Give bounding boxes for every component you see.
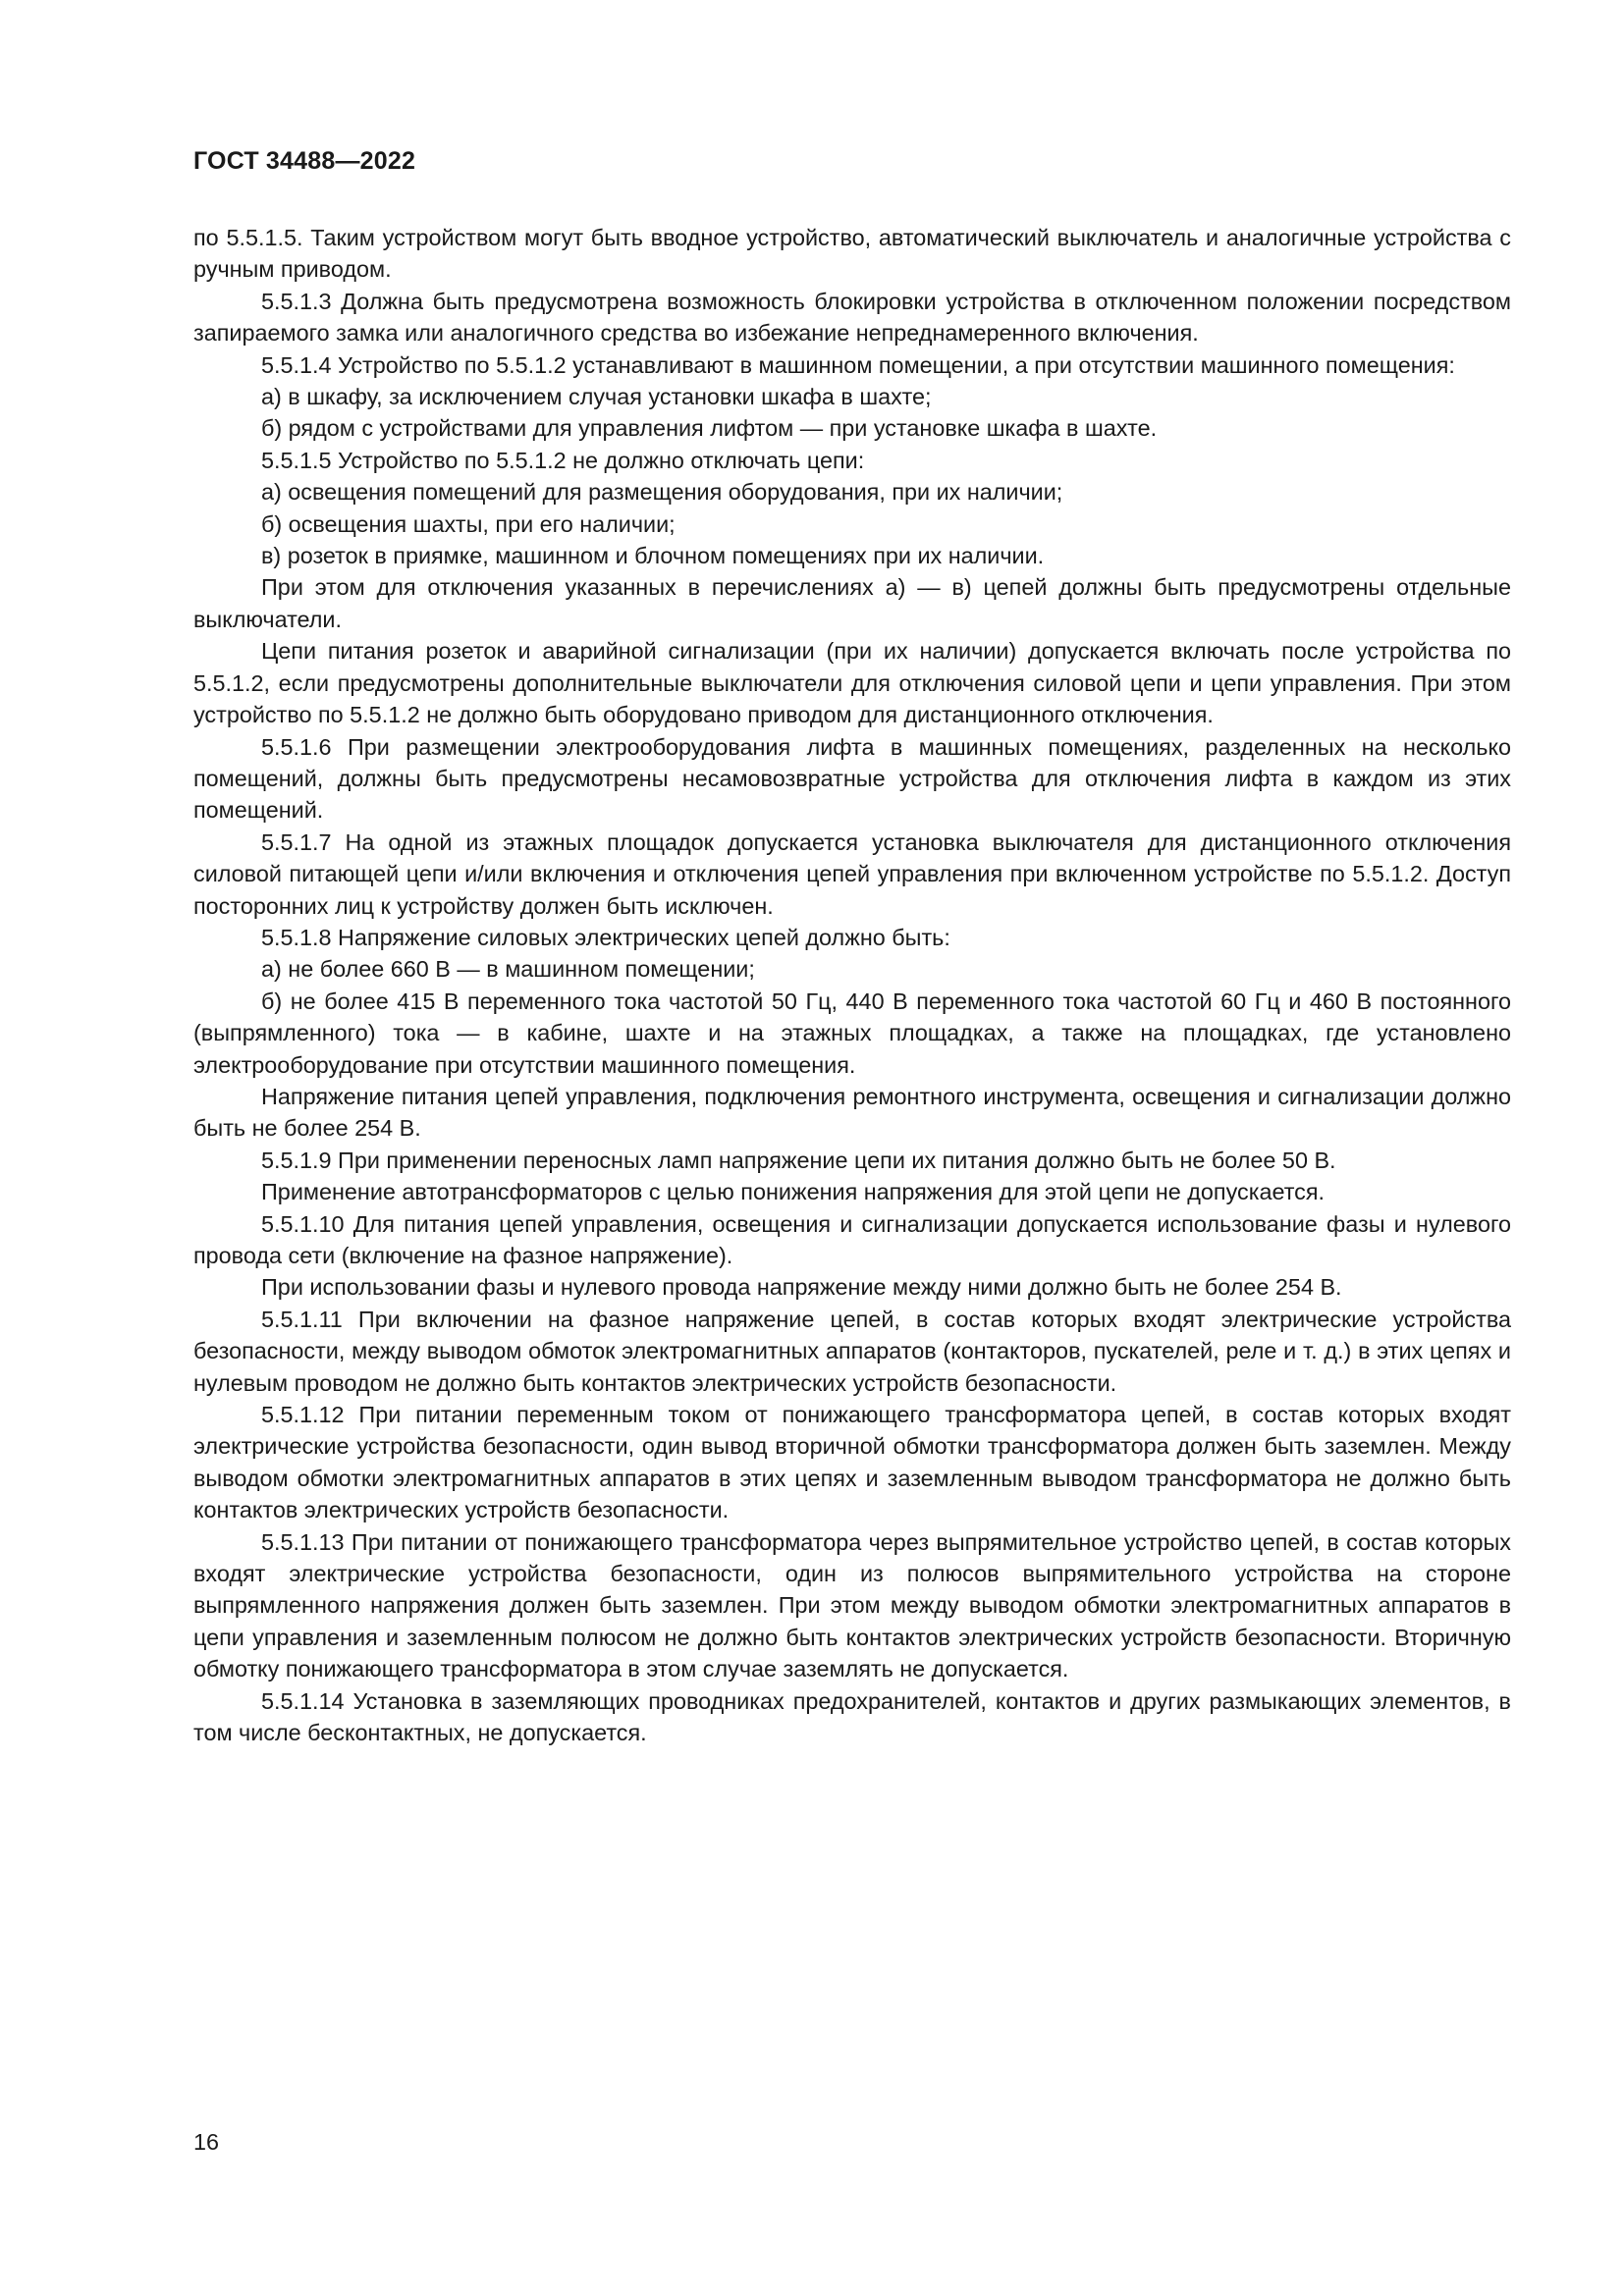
paragraph: 5.5.1.9 При применении переносных ламп напряжение цепи их питания должно быть не более 50 В. — [261, 1147, 1336, 1173]
paragraph: Применение автотрансформаторов с целью понижения напряжения для этой цепи не допускается. — [261, 1179, 1326, 1205]
paragraph: 5.5.1.5 Устройство по 5.5.1.2 не должно отключать цепи: — [261, 447, 865, 473]
paragraph: а) в шкафу, за исключением случая установки шкафа в шахте; — [261, 384, 932, 410]
document-header: ГОСТ 34488—2022 — [193, 147, 416, 175]
paragraph: 5.5.1.11 При включении на фазное напряжение цепей, в состав которых входят электрические устройства безопасности, между выводом обмоток электромагнитных аппаратов (контакторов, пускателей, реле и т. д.) в этих цепях и нулевым проводом не должно быть контактов электрических устройств безопасности. — [193, 1306, 1511, 1396]
paragraph: 5.5.1.13 При питании от понижающего трансформатора через выпрямительное устройство цепей, в состав которых входят электрические устройства безопасности, один из полюсов выпрямительного устройства на стороне выпрямленного напряжения должен быть заземлен. При этом между выводом обмотки электромагнитных аппаратов в цепи управления и заземленным полюсом не должно быть контактов электрических устройств безопасности. Вторичную обмотку понижающего трансформатора в этом случае заземлять не допускается. — [193, 1528, 1511, 1682]
paragraph: 5.5.1.6 При размещении электрооборудования лифта в машинных помещениях, разделенных на несколько помещений, должны быть предусмотрены несамовозвратные устройства для отключения лифта в каждом из этих помещений. — [193, 733, 1511, 824]
paragraph: Напряжение питания цепей управления, подключения ремонтного инструмента, освещения и сигнализации должно быть не более 254 В. — [193, 1083, 1511, 1142]
paragraph: 5.5.1.7 На одной из этажных площадок допускается установка выключателя для дистанционного отключения силовой питающей цепи и/или включения и отключения цепей управления при включенном устройстве по 5.5.1.2. Доступ посторонних лиц к устройству должен быть исключен. — [193, 828, 1511, 919]
paragraph: б) освещения шахты, при его наличии; — [261, 510, 676, 537]
paragraph: Цепи питания розеток и аварийной сигнализации (при их наличии) допускается включать после устройства по 5.5.1.2, если предусмотрены дополнительные выключатели для отключения силовой цепи и цепи управления. При этом устройство по 5.5.1.2 не должно быть оборудовано приводом для дистанционного отключения. — [193, 638, 1511, 728]
paragraph: а) освещения помещений для размещения оборудования, при их наличии; — [261, 479, 1063, 506]
paragraph: 5.5.1.8 Напряжение силовых электрических цепей должно быть: — [261, 924, 950, 950]
paragraph: б) рядом с устройствами для управления лифтом — при установке шкафа в шахте. — [261, 415, 1158, 442]
document-body — [193, 222, 1511, 1749]
paragraph: 5.5.1.10 Для питания цепей управления, освещения и сигнализации допускается использование фазы и нулевого провода сети (включение на фазное напряжение). — [193, 1210, 1511, 1268]
paragraph: 5.5.1.3 Должна быть предусмотрена возможность блокировки устройства в отключенном положении посредством запираемого замка или аналогичного средства во избежание непреднамеренного включения. — [193, 288, 1511, 347]
paragraph: 5.5.1.12 При питании переменным током от понижающего трансформатора цепей, в состав которых входят электрические устройства безопасности, один вывод вторичной обмотки трансформатора должен быть заземлен. Между выводом обмотки электромагнитных аппаратов в этих цепях и заземленным выводом трансформатора не должно быть контактов электрических устройств безопасности. — [193, 1402, 1511, 1523]
paragraph: б) не более 415 В переменного тока частотой 50 Гц, 440 В переменного тока частотой 60 Гц и 460 В постоянного (выпрямленного) тока — в кабине, шахте и на этажных площадках, а также на площадках, где установлено электрооборудование при отсутствии машинного помещения. — [193, 988, 1511, 1078]
paragraph: по 5.5.1.5. Таким устройством могут быть вводное устройство, автоматический выключатель и аналогичные устройства с ручным приводом. — [193, 225, 1511, 283]
page-number: 16 — [193, 2129, 220, 2155]
paragraph: в) розеток в приямке, машинном и блочном помещениях при их наличии. — [261, 543, 1045, 569]
paragraph: При этом для отключения указанных в перечислениях а) — в) цепей должны быть предусмотрены отдельные выключатели. — [193, 574, 1511, 632]
paragraph: а) не более 660 В — в машинном помещении; — [261, 956, 755, 983]
paragraph: 5.5.1.14 Установка в заземляющих проводниках предохранителей, контактов и других размыкающих элементов, в том числе бесконтактных, не допускается. — [193, 1687, 1511, 1746]
paragraph: 5.5.1.4 Устройство по 5.5.1.2 устанавливают в машинном помещении, а при отсутствии машинного помещения: — [261, 351, 1455, 378]
paragraph: При использовании фазы и нулевого провода напряжение между ними должно быть не более 254 В. — [261, 1274, 1342, 1301]
